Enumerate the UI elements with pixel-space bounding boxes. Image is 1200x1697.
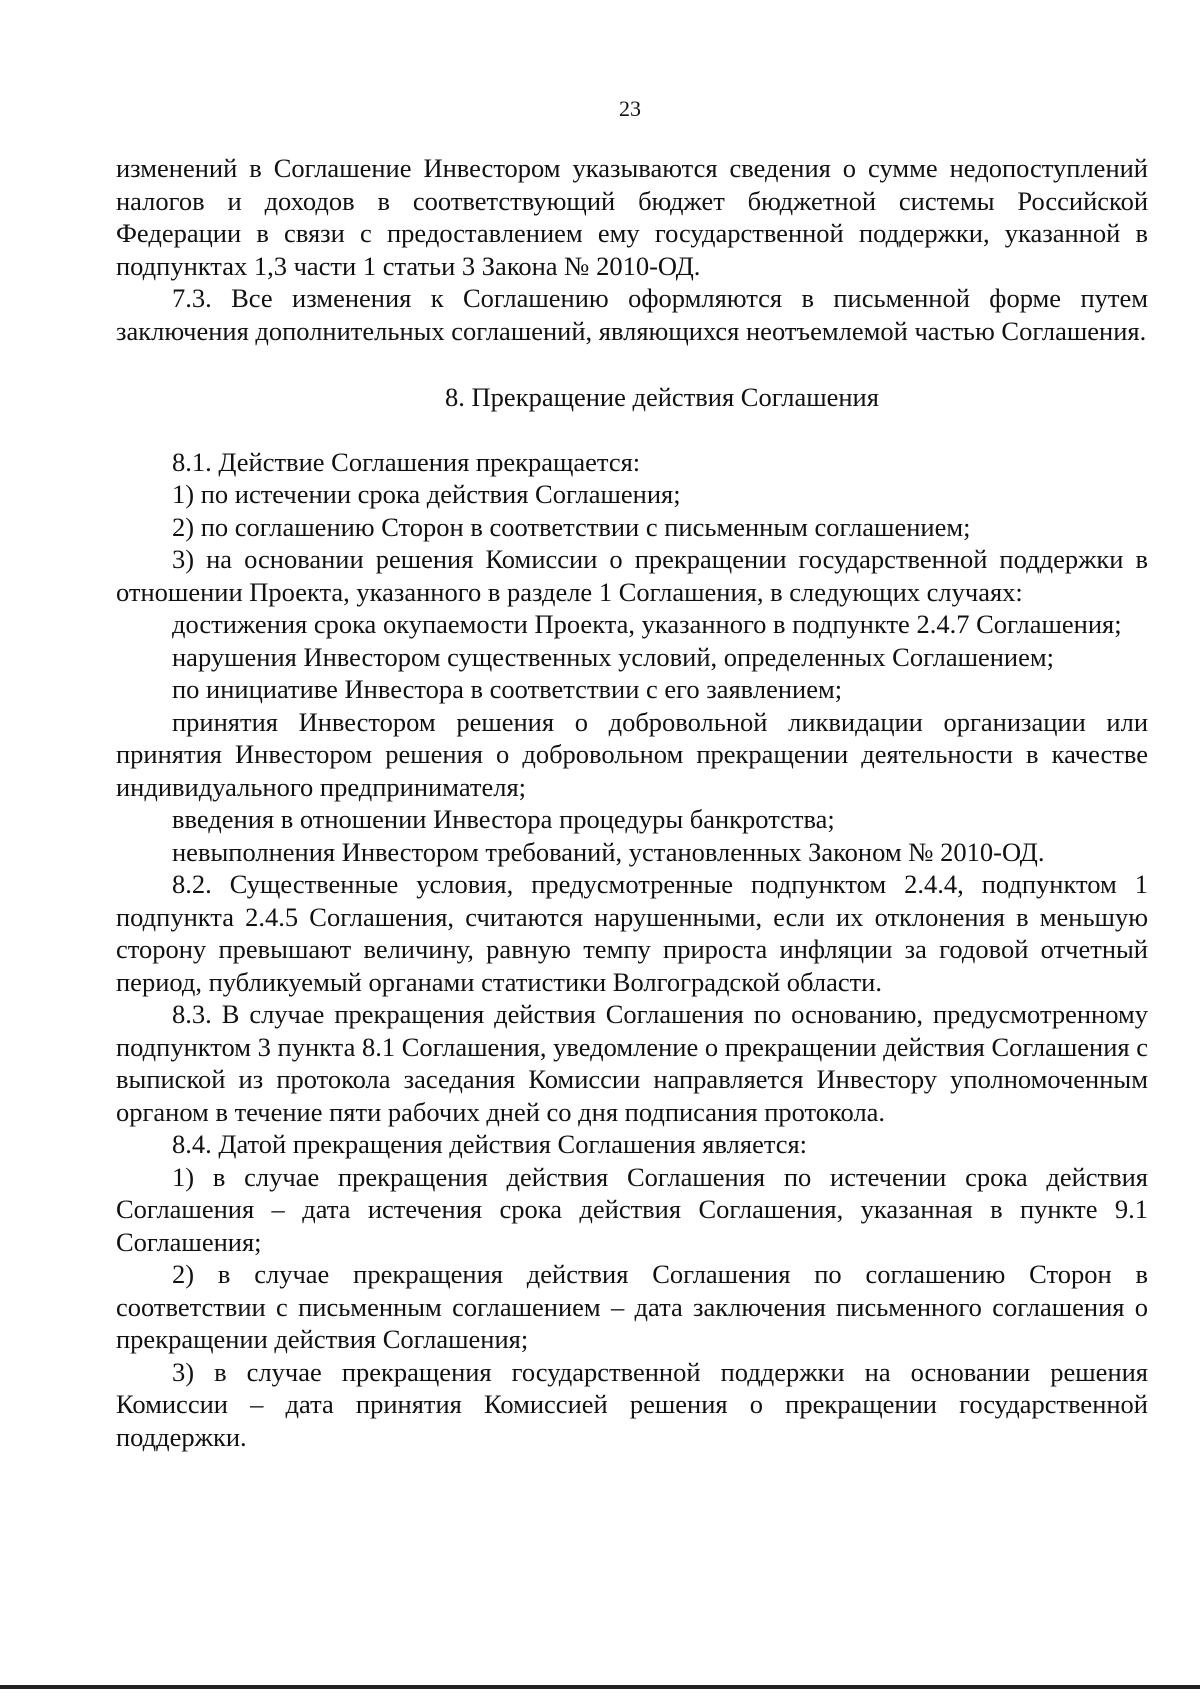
- case-noncompliance: невыполнения Инвестором требований, установленных Законом № 2010-ОД.: [172, 836, 1045, 867]
- paragraph-continuation: изменений в Соглашение Инвестором указываются сведения о сумме недопоступлений налогов и доходов в соответствующий бюджет бюджетной системы Российской Федерации в связи с предоставлением ему государственной поддержки, указанной в подпунктах 1,3 части 1 статьи 3 Закона № 2010-ОД.: [116, 153, 1148, 281]
- case-initiative: по инициативе Инвестора в соответствии с его заявлением;: [172, 674, 843, 704]
- page-number: 23: [619, 96, 641, 121]
- document-body: [116, 152, 1148, 1453]
- list-item-8-1-1: 1) по истечении срока действия Соглашения;: [172, 479, 681, 509]
- paragraph-8-1: 8.1. Действие Соглашения прекращается:: [172, 446, 641, 477]
- list-item-8-4-2: 2) в случае прекращения действия Соглашения по соглашению Сторон в соответствии с письменным соглашением – дата заключения письменного соглашения о прекращении действия Соглашения;: [116, 1259, 1148, 1354]
- case-liquidation: принятия Инвестором решения о добровольной ликвидации организации или принятия Инвестором решения о добровольном прекращении деятельности в качестве индивидуального предпринимателя;: [116, 706, 1148, 802]
- list-item-8-1-2: 2) по соглашению Сторон в соответствии с письменным соглашением;: [172, 511, 971, 542]
- list-item-8-4-3: 3) в случае прекращения государственной поддержки на основании решения Комиссии – дата принятия Комиссией решения о прекращении государственной поддержки.: [116, 1356, 1148, 1452]
- list-item-8-1-3: 3) на основании решения Комиссии о прекращении государственной поддержки в отношении Проекта, указанного в разделе 1 Соглашения, в следующих случаях:: [116, 544, 1148, 607]
- scan-edge-line: [0, 1685, 1200, 1689]
- case-violation: нарушения Инвестором существенных условий, определенных Соглашением;: [172, 641, 1055, 672]
- paragraph-7-3: 7.3. Все изменения к Соглашению оформляются в письменной форме путем заключения дополнительных соглашений, являющихся неотъемлемой частью Соглашения.: [116, 283, 1148, 346]
- section-heading: 8. Прекращение действия Соглашения: [445, 382, 879, 412]
- case-payback: достижения срока окупаемости Проекта, указанного в подпункте 2.4.7 Соглашения;: [172, 609, 1122, 639]
- paragraph-8-4: 8.4. Датой прекращения действия Соглашения является:: [172, 1129, 808, 1159]
- paragraph-8-2: 8.2. Существенные условия, предусмотренные подпунктом 2.4.4, подпунктом 1 подпункта 2.4.5 Соглашения, считаются нарушенными, если их отклонения в меньшую сторону превышают величину, равную темпу прироста инфляции за годовой отчетный период, публикуемый органами статистики Волгоградской области.: [116, 869, 1148, 997]
- list-item-8-4-1: 1) в случае прекращения действия Соглашения по истечении срока действия Соглашения – дата истечения срока действия Соглашения, указанная в пункте 9.1 Соглашения;: [116, 1161, 1148, 1257]
- paragraph-8-3: 8.3. В случае прекращения действия Соглашения по основанию, предусмотренному подпунктом 3 пункта 8.1 Соглашения, уведомление о прекращении действия Соглашения с выпиской из протокола заседания Комиссии направляется Инвестору уполномоченным органом в течение пяти рабочих дней со дня подписания протокола.: [116, 999, 1148, 1127]
- case-bankruptcy: введения в отношении Инвестора процедуры банкротства;: [172, 804, 835, 834]
